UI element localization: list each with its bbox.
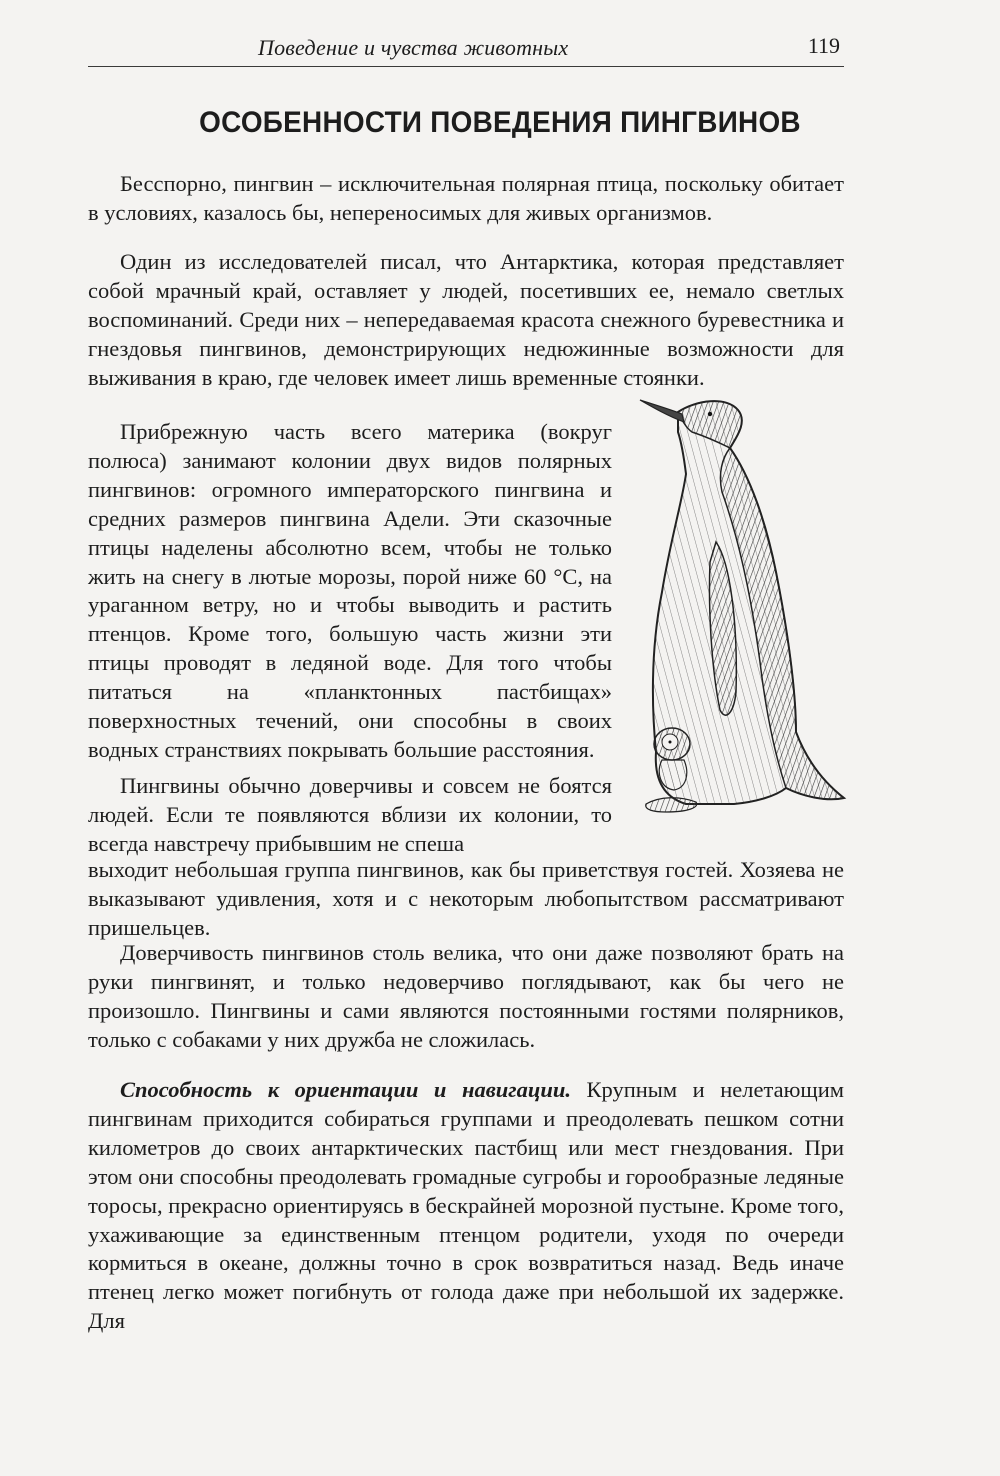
penguin-illustration <box>626 392 856 832</box>
paragraph-pups: Доверчивость пингвинов столь велика, что они даже позволяют брать на руки пингвинят, и только недоверчиво поглядывают, как бы чего не произошло. Пингвины и сами являются постоянными гостями полярников, только с собаками у них дружба не сложилась. <box>88 940 844 1052</box>
page-number: 119 <box>807 33 840 58</box>
paragraph-trust-continued: выходит небольшая группа пингвинов, как бы приветствуя гостей. Хозяева не выказывают удивления, хотя и с некоторым любопытством рассматривают пришельцев. <box>88 857 844 940</box>
paragraph-navigation <box>88 1076 844 1336</box>
emperor-penguin-icon <box>626 392 856 832</box>
section-lead: Способность к ориентации и навигации. <box>120 1077 571 1102</box>
paragraph-colonies: Прибрежную часть всего материка (вокруг полюса) занимают колонии двух видов полярных пингвинов: огромного императорского пингвина и средних размеров пингвина Адели. Эти сказочные птицы наделены абсолютно всем, чтобы не только жить на снегу в лютые морозы, порой ниже 60 °С, на ураганном ветру, но и чтобы выводить и растить птенцов. Кроме того, большую часть жизни эти птицы проводят в ледяной воде. Для того чтобы питаться на «планктонных пастбищах» поверхностных течений, они способны в своих водных странствиях покрывать большие расстояния. <box>88 419 612 762</box>
paragraph-trust-start: Пингвины обычно доверчивы и совсем не боятся людей. Если те появляются вблизи их колонии, то всегда навстречу прибывшим не спеша <box>88 773 612 856</box>
section-text: Крупным и нелетающим пингвинам приходится собираться группами и преодолевать пешком сотни километров до своих антарктических пастбищ или мест гнездования. При этом они способны преодолевать громадные сугробы и горообразные ледяные торосы, прекрасно ориентируясь в бескрайней морозной пустыне. Кроме того, ухаживающие за единственным птенцом родители, уходя по очереди кормиться в океане, должны точно в срок возвратиться назад. Ведь иначе птенец легко может погибнуть от голода даже при небольшой их задержке. Для <box>88 1077 844 1334</box>
chapter-title: ОСОБЕННОСТИ ПОВЕДЕНИЯ ПИНГВИНОВ <box>199 106 801 139</box>
paragraph-antarctica: Один из исследователей писал, что Антарктика, которая представляет собой мрачный край, оставляет у людей, посетивших ее, немало светлых воспоминаний. Среди них – непередаваемая красота снежного буревестника и гнездовья пингвинов, демонстрирующих недюжинные возможности для выживания в краю, где человек имеет лишь временные стоянки. <box>88 249 844 390</box>
paragraph-intro: Бесспорно, пингвин – исключительная полярная птица, поскольку обитает в условиях, казалось бы, непереносимых для живых организмов. <box>88 171 844 225</box>
running-header <box>88 32 844 67</box>
running-title: Поведение и чувства животных <box>258 35 569 60</box>
